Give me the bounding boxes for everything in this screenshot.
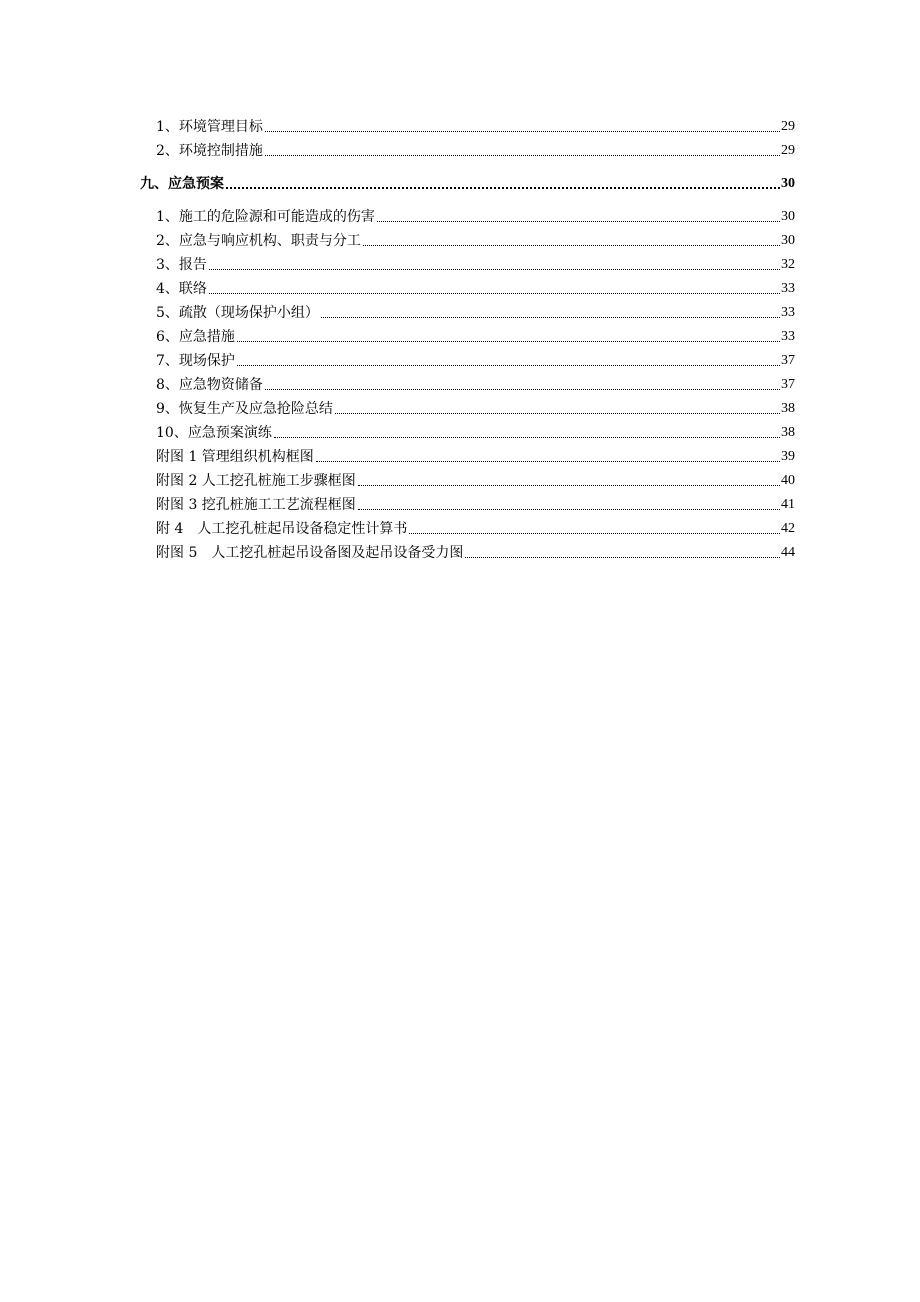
toc-entry-drill[interactable]	[156, 419, 795, 441]
toc-page-number: 38	[781, 401, 795, 416]
toc-dot-leader	[265, 154, 780, 156]
toc-entry-recovery[interactable]	[156, 395, 795, 417]
toc-dot-leader	[209, 268, 780, 270]
toc-entry-supplies[interactable]	[156, 371, 795, 393]
toc-entry-appendix-1[interactable]	[156, 443, 795, 465]
toc-entry-label: 6、应急措施	[156, 329, 235, 345]
toc-dot-leader	[237, 340, 780, 342]
toc-page-number: 33	[781, 305, 795, 320]
toc-entry-label: 4、联络	[156, 281, 207, 297]
toc-page-number: 38	[781, 425, 795, 440]
toc-dot-leader	[274, 436, 780, 438]
toc-dot-leader	[377, 220, 780, 222]
toc-entry-hazards[interactable]	[156, 203, 795, 225]
toc-entry-appendix-5[interactable]	[156, 539, 795, 561]
toc-dot-leader	[237, 364, 780, 366]
toc-entry-label: 8、应急物资储备	[156, 377, 263, 393]
toc-dot-leader	[265, 130, 780, 132]
toc-page-number: 33	[781, 281, 795, 296]
toc-page-number: 32	[781, 257, 795, 272]
toc-entry-label: 10、应急预案演练	[156, 425, 272, 441]
toc-dot-leader	[209, 292, 780, 294]
toc-entry-label: 附图 3 挖孔桩施工工艺流程框图	[156, 497, 356, 513]
toc-entry-label: 九、应急预案	[140, 176, 224, 192]
toc-entry-label: 3、报告	[156, 257, 207, 273]
toc-entry-appendix-2[interactable]	[156, 467, 795, 489]
toc-entry-appendix-3[interactable]	[156, 491, 795, 513]
toc-dot-leader	[321, 316, 780, 318]
toc-entry-evacuation[interactable]	[156, 299, 795, 321]
toc-dot-leader	[316, 460, 780, 462]
toc-dot-leader	[335, 412, 780, 414]
toc-page-number: 30	[781, 176, 795, 191]
toc-entry-label: 附图 5 人工挖孔桩起吊设备图及起吊设备受力图	[156, 545, 464, 561]
toc-entry-label: 2、环境控制措施	[156, 143, 263, 159]
toc-entry-site-protection[interactable]	[156, 347, 795, 369]
toc-entry-env-control[interactable]	[156, 137, 795, 159]
toc-entry-label: 2、应急与响应机构、职责与分工	[156, 233, 361, 249]
toc-dot-leader	[465, 556, 780, 558]
toc-entry-report[interactable]	[156, 251, 795, 273]
toc-entry-response-org[interactable]	[156, 227, 795, 249]
toc-page-number: 42	[781, 521, 795, 536]
toc-entry-liaison[interactable]	[156, 275, 795, 297]
toc-page-number: 33	[781, 329, 795, 344]
toc-entry-chapter-emergency-plan[interactable]	[140, 170, 795, 192]
toc-dot-leader	[226, 186, 780, 189]
toc-entry-appendix-4[interactable]	[156, 515, 795, 537]
toc-entry-label: 1、环境管理目标	[156, 119, 263, 135]
toc-entry-label: 1、施工的危险源和可能造成的伤害	[156, 209, 375, 225]
toc-entry-label: 附图 1 管理组织机构框图	[156, 449, 314, 465]
toc-dot-leader	[363, 244, 780, 246]
toc-entry-label: 附 4 人工挖孔桩起吊设备稳定性计算书	[156, 521, 408, 537]
toc-page-number: 29	[781, 119, 795, 134]
toc-page-number: 39	[781, 449, 795, 464]
toc-entry-label: 附图 2 人工挖孔桩施工步骤框图	[156, 473, 356, 489]
toc-dot-leader	[358, 484, 780, 486]
toc-dot-leader	[409, 532, 780, 534]
toc-page-number: 37	[781, 377, 795, 392]
toc-entry-label: 9、恢复生产及应急抢险总结	[156, 401, 333, 417]
toc-page-number: 37	[781, 353, 795, 368]
toc-page-number: 44	[781, 545, 795, 560]
toc-entry-label: 5、疏散（现场保护小组）	[156, 305, 319, 321]
toc-page-number: 29	[781, 143, 795, 158]
toc-dot-leader	[358, 508, 780, 510]
toc-page-number: 41	[781, 497, 795, 512]
toc-dot-leader	[265, 388, 780, 390]
toc-page-number: 30	[781, 209, 795, 224]
toc-page-number: 30	[781, 233, 795, 248]
toc-entry-emergency-measures[interactable]	[156, 323, 795, 345]
toc-entry-env-goals[interactable]	[156, 113, 795, 135]
toc-entry-label: 7、现场保护	[156, 353, 235, 369]
toc-page-number: 40	[781, 473, 795, 488]
